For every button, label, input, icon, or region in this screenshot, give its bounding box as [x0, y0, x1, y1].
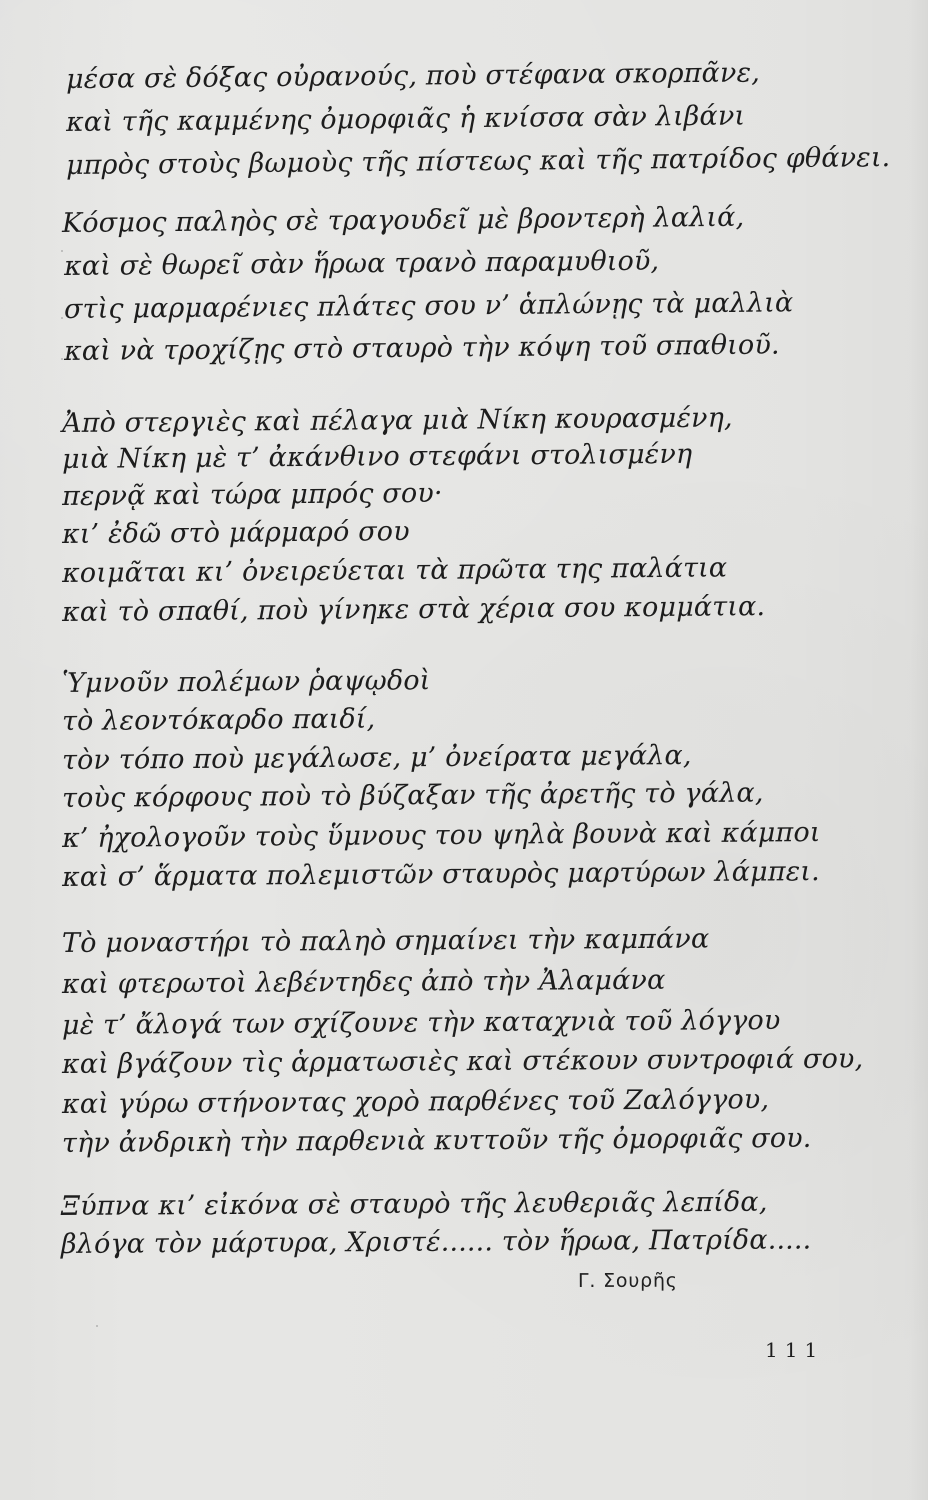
poem-line: καὶ σὲ θωρεῖ σὰν ἥρωα τρανὸ παραμυθιοῦ, [63, 245, 660, 282]
poem-line: μιὰ Νίκη μὲ τ’ ἀκάνθινο στεφάνι στολισμένη [61, 438, 693, 475]
poem-line: στὶς μαρμαρένιες πλάτες σου ν’ ἁπλώνῃς τὰ μαλλιὰ [63, 287, 794, 325]
poem-line: τὸν τόπο ποὺ μεγάλωσε, μ’ ὀνείρατα μεγάλα, [61, 740, 692, 776]
poem-line: καὶ φτερωτοὶ λεβέντηδες ἀπὸ τὴν Ἀλαμάνα [61, 964, 666, 1000]
poem-line: καὶ τῆς καμμένης ὀμορφιᾶς ἡ κνίσσα σὰν λιβάνι [65, 100, 746, 138]
poem-line: Τὸ μοναστήρι τὸ παληὸ σημαίνει τὴν καμπάνα [61, 923, 710, 959]
poem-line: καὶ σ’ ἅρματα πολεμιστῶν σταυρὸς μαρτύρων λάμπει. [61, 856, 820, 893]
poem-line: κ’ ἠχολογοῦν τοὺς ὕμνους του ψηλὰ βουνὰ καὶ κάμποι [61, 817, 821, 854]
poem-line: καὶ γύρω στήνοντας χορὸ παρθένες τοῦ Ζαλόγγου, [61, 1084, 770, 1120]
poem-line: καὶ βγάζουν τὶς ἁρματωσιὲς καὶ στέκουν συντροφιά σου, [61, 1043, 864, 1080]
poem-line: τὴν ἀνδρικὴ τὴν παρθενιὰ κυττοῦν τῆς ὀμορφιᾶς σου. [61, 1122, 812, 1159]
poem-line: Ὑμνοῦν πολέμων ῥαψῳδοὶ [61, 665, 431, 699]
poem-line: καὶ νὰ τροχίζῃς στὸ σταυρὸ τὴν κόψη τοῦ σπαθιοῦ. [63, 329, 780, 367]
poem-line: μέσα σὲ δόξας οὐρανούς, ποὺ στέφανα σκορπᾶνε, [65, 57, 761, 95]
poem-line: βλόγα τὸν μάρτυρα, Χριστέ...... τὸν ἥρωα, Πατρίδα..... [60, 1224, 812, 1260]
poem-line: Ξύπνα κι’ εἰκόνα σὲ σταυρὸ τῆς λευθεριᾶς λεπίδα, [60, 1186, 768, 1222]
author-signature: Γ. Σουρῆς [577, 1269, 678, 1292]
poem-line: καὶ τὸ σπαθί, ποὺ γίνηκε στὰ χέρια σου κομμάτια. [61, 591, 766, 628]
poem-line: Κόσμος παληὸς σὲ τραγουδεῖ μὲ βροντερὴ λαλιά, [61, 201, 745, 239]
poem-line: τοὺς κόρφους ποὺ τὸ βύζαξαν τῆς ἀρετῆς τὸ γάλα, [61, 777, 764, 814]
poem-line: Ἀπὸ στεργιὲς καὶ πέλαγα μιὰ Νίκη κουρασμένη, [61, 402, 733, 439]
poem-line: κι’ ἐδῶ στὸ μάρμαρό σου [61, 516, 410, 550]
poem-line: μὲ τ’ ἄλογά των σχίζουνε τὴν καταχνιὰ τοῦ λόγγου [61, 1004, 781, 1041]
poem-line: μπρὸς στοὺς βωμοὺς τῆς πίστεως καὶ τῆς πατρίδος φθάνει. [65, 142, 891, 181]
poem-line: περνᾷ καὶ τώρα μπρός σου· [61, 477, 443, 512]
poem-line: κοιμᾶται κι’ ὀνειρεύεται τὰ πρῶτα της παλάτια [61, 552, 728, 589]
poem-line: τὸ λεοντόκαρδο παιδί, [61, 703, 376, 737]
page-number: 111 [765, 1338, 825, 1362]
